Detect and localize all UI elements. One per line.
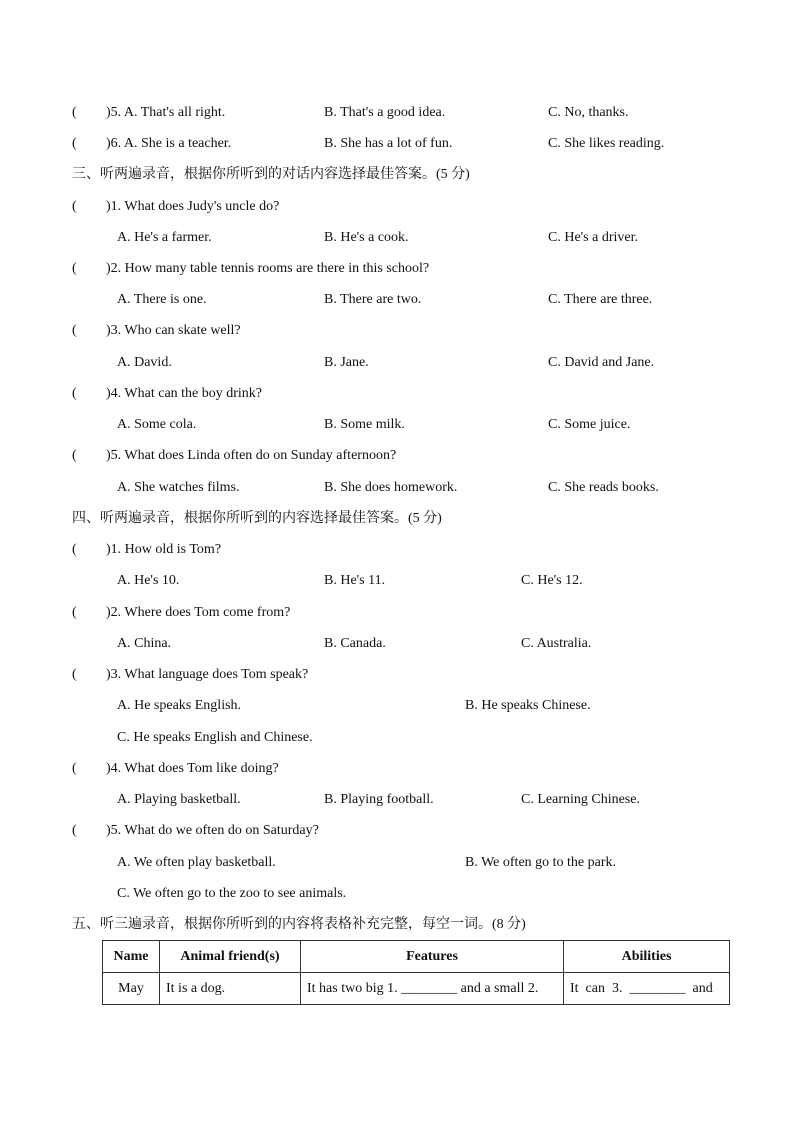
answer-paren: ( xyxy=(72,199,77,214)
options-row xyxy=(0,290,794,310)
option-b: B. He's a cook. xyxy=(324,230,409,245)
section-4-title: 四、听两遍录音，根据你所听到的内容选择最佳答案。(5 分) xyxy=(72,511,442,526)
answer-paren: ( xyxy=(72,261,77,276)
question-row xyxy=(0,259,794,279)
header-name: Name xyxy=(103,941,160,973)
header-abilities: Abilities xyxy=(564,941,730,973)
option-c: C. Learning Chinese. xyxy=(521,792,640,807)
options-row xyxy=(0,634,794,654)
options-row xyxy=(0,696,794,716)
option-c: C. There are three. xyxy=(548,292,653,307)
cell-animal-friend: It is a dog. xyxy=(160,973,301,1005)
option-a: A. There is one. xyxy=(117,292,207,307)
options-row xyxy=(0,853,794,873)
table-row xyxy=(103,973,730,1005)
question-row xyxy=(0,197,794,217)
option-a: A. China. xyxy=(117,636,172,651)
option-b: B. He's 11. xyxy=(324,573,386,588)
option-b: B. There are two. xyxy=(324,292,422,307)
cell-name: May xyxy=(103,973,160,1005)
option-c: C. He speaks English and Chinese. xyxy=(117,730,313,745)
answer-paren: ( xyxy=(72,823,77,838)
table-header-row xyxy=(103,941,730,973)
option-c: C. She likes reading. xyxy=(548,136,665,151)
answer-paren: ( xyxy=(72,105,77,120)
question-row xyxy=(0,321,794,341)
answer-paren: ( xyxy=(72,761,77,776)
option-a: A. He's 10. xyxy=(117,573,180,588)
answer-paren: ( xyxy=(72,605,77,620)
answer-paren: ( xyxy=(72,386,77,401)
question-text: )5. A. That's all right. xyxy=(106,105,226,120)
options-row xyxy=(0,884,794,904)
question-text: )3. What language does Tom speak? xyxy=(106,667,309,682)
question-text: )2. Where does Tom come from? xyxy=(106,605,291,620)
option-b: B. Canada. xyxy=(324,636,386,651)
options-row xyxy=(0,478,794,498)
question-text: )4. What does Tom like doing? xyxy=(106,761,279,776)
question-text: )1. What does Judy's uncle do? xyxy=(106,199,280,214)
option-b: B. She has a lot of fun. xyxy=(324,136,453,151)
option-c: C. She reads books. xyxy=(548,480,659,495)
option-a: A. David. xyxy=(117,355,172,370)
option-c: C. Australia. xyxy=(521,636,592,651)
header-animal-friends: Animal friend(s) xyxy=(160,941,301,973)
options-row xyxy=(0,228,794,248)
question-row xyxy=(0,759,794,779)
fill-in-table xyxy=(102,940,730,1005)
question-text: )3. Who can skate well? xyxy=(106,323,241,338)
answer-paren: ( xyxy=(72,667,77,682)
question-row xyxy=(0,446,794,466)
section-3-title: 三、听两遍录音，根据你所听到的对话内容选择最佳答案。(5 分) xyxy=(72,167,470,182)
option-a: A. She watches films. xyxy=(117,480,240,495)
cell-features: It has two big 1. ________ and a small 2. xyxy=(301,973,564,1005)
option-b: B. She does homework. xyxy=(324,480,458,495)
options-row xyxy=(0,353,794,373)
option-b: B. That's a good idea. xyxy=(324,105,446,120)
answer-paren: ( xyxy=(72,136,77,151)
options-row xyxy=(0,571,794,591)
option-c: C. He's 12. xyxy=(521,573,583,588)
options-row xyxy=(0,790,794,810)
option-b: B. We often go to the park. xyxy=(465,855,617,870)
question-row xyxy=(0,603,794,623)
option-a: A. Some cola. xyxy=(117,417,197,432)
question-text: )5. What does Linda often do on Sunday afternoon? xyxy=(106,448,397,463)
options-row xyxy=(0,728,794,748)
option-c: C. He's a driver. xyxy=(548,230,639,245)
option-b: B. Playing football. xyxy=(324,792,434,807)
answer-paren: ( xyxy=(72,448,77,463)
question-row xyxy=(0,384,794,404)
option-c: C. David and Jane. xyxy=(548,355,655,370)
options-row xyxy=(0,415,794,435)
question-row xyxy=(0,540,794,560)
section-5-title: 五、听三遍录音，根据你所听到的内容将表格补充完整，每空一词。(8 分) xyxy=(72,917,526,932)
question-text: )2. How many table tennis rooms are there in this school? xyxy=(106,261,430,276)
option-b: B. Jane. xyxy=(324,355,369,370)
question-row xyxy=(0,134,794,154)
question-text: )5. What do we often do on Saturday? xyxy=(106,823,319,838)
option-c: C. Some juice. xyxy=(548,417,631,432)
option-a: A. Playing basketball. xyxy=(117,792,241,807)
answer-paren: ( xyxy=(72,542,77,557)
option-a: A. He speaks English. xyxy=(117,698,242,713)
option-b: B. Some milk. xyxy=(324,417,405,432)
option-c: C. No, thanks. xyxy=(548,105,629,120)
option-a: A. We often play basketball. xyxy=(117,855,276,870)
question-row xyxy=(0,821,794,841)
question-text: )6. A. She is a teacher. xyxy=(106,136,232,151)
answer-paren: ( xyxy=(72,323,77,338)
question-row xyxy=(0,103,794,123)
header-features: Features xyxy=(301,941,564,973)
question-text: )4. What can the boy drink? xyxy=(106,386,263,401)
option-a: A. He's a farmer. xyxy=(117,230,212,245)
cell-abilities: It can 3. ________ and xyxy=(564,973,730,1005)
question-row xyxy=(0,665,794,685)
option-b: B. He speaks Chinese. xyxy=(465,698,591,713)
question-text: )1. How old is Tom? xyxy=(106,542,222,557)
option-c: C. We often go to the zoo to see animals. xyxy=(117,886,347,901)
